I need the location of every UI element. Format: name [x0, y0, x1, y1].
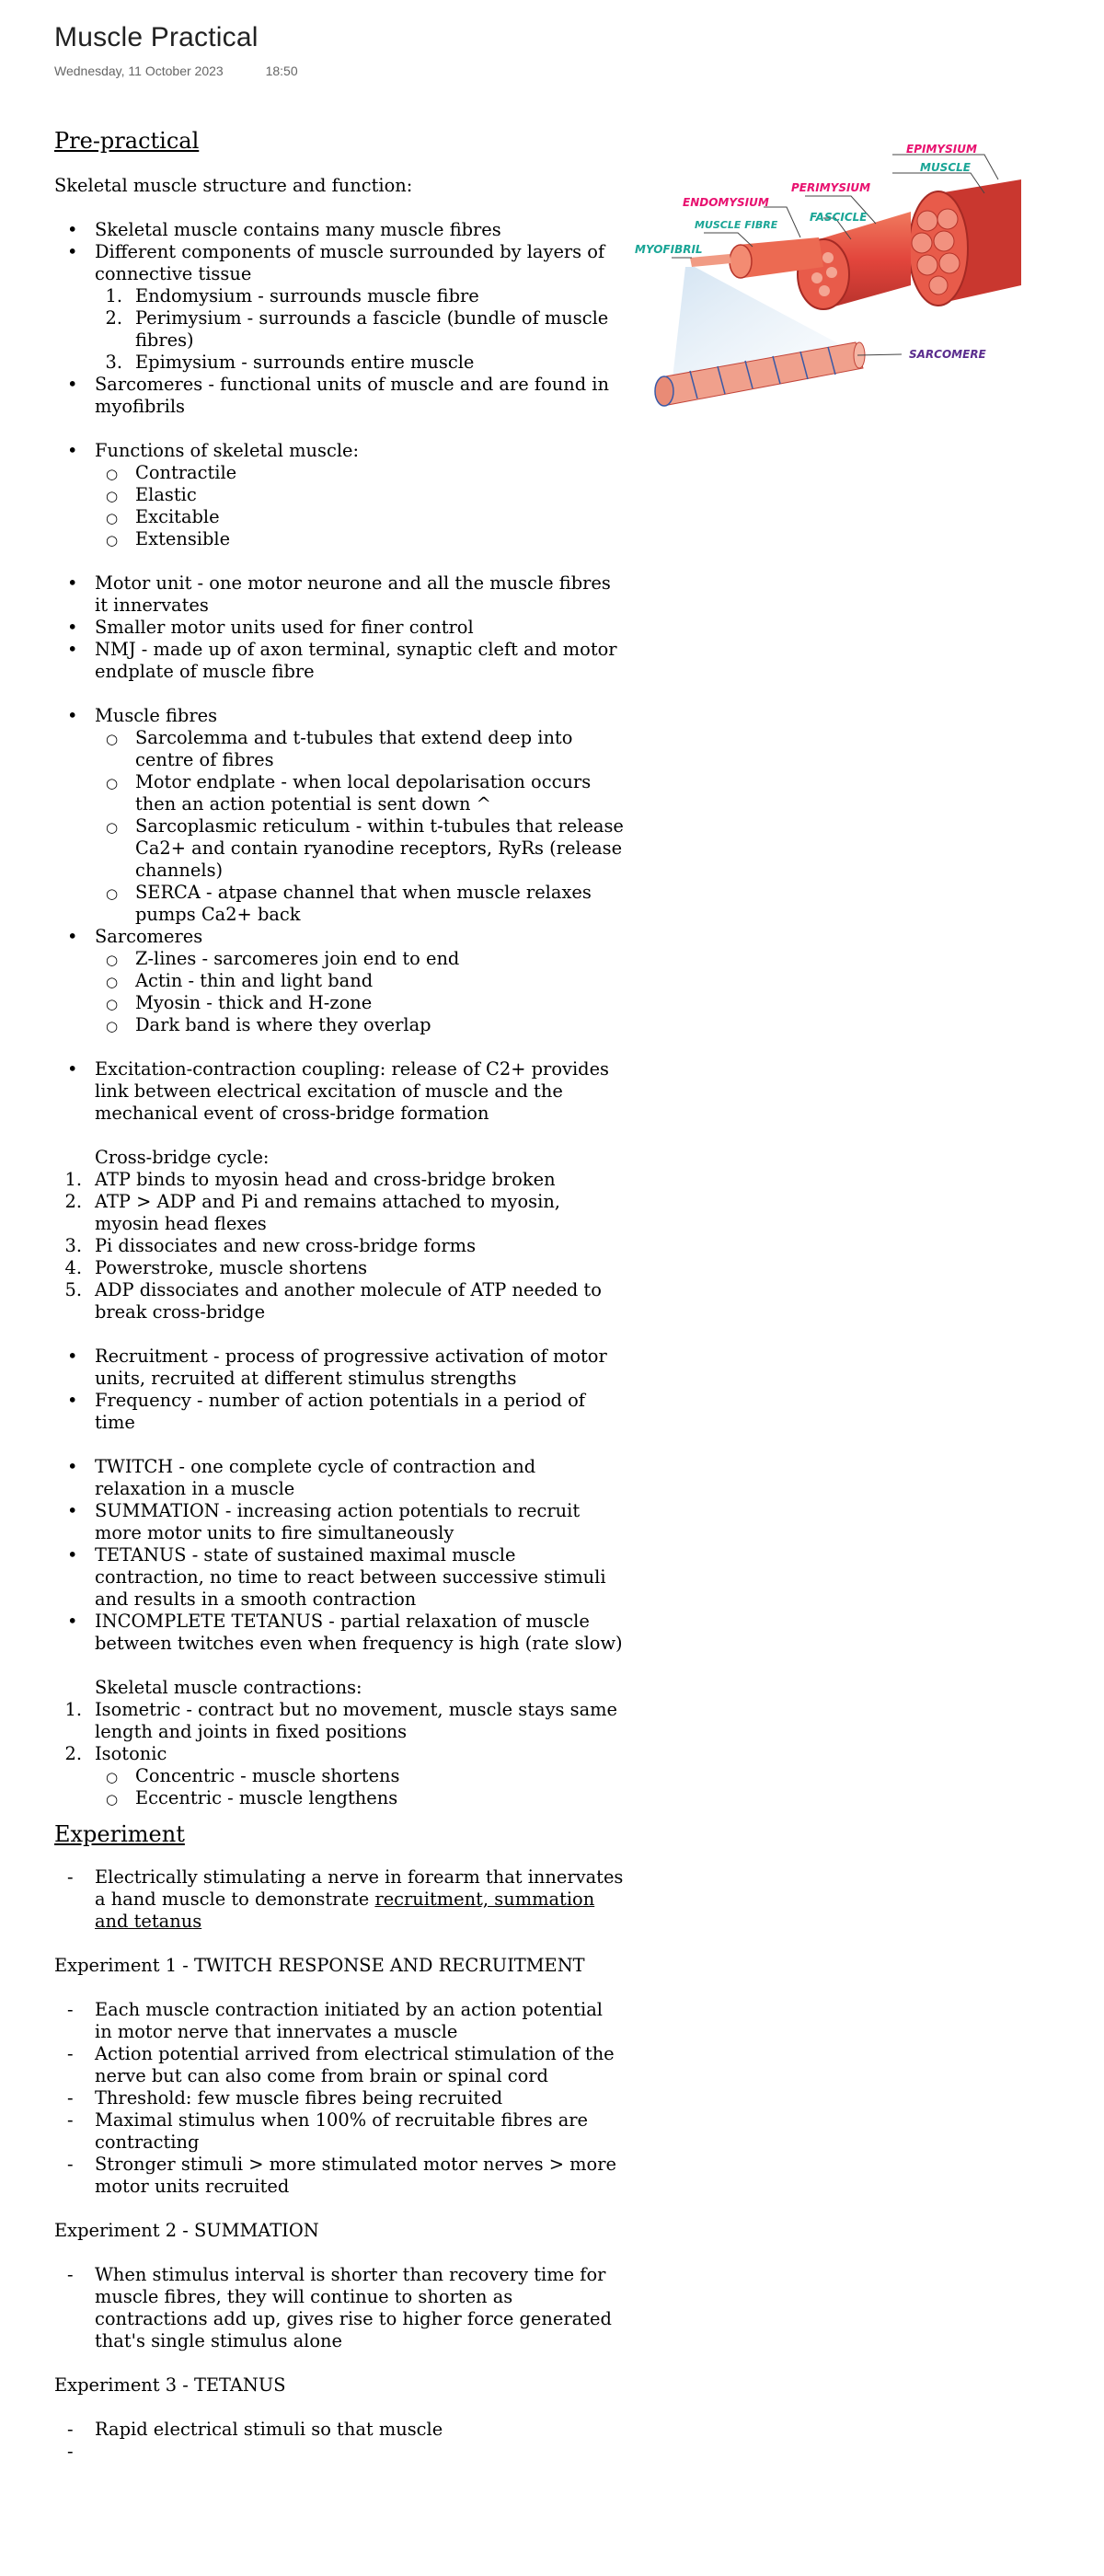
list-item: ○ Excitable [135, 506, 625, 528]
list-item: • Muscle fibres ○ Sarcolemma and t-tubules that extend deep into centre of fibres ○ Motor endplate - when local depolarisation occurs then an action potential is sent down ^ ○ Sarcoplasmic reticulum - within t-tubules that release Ca2+ and contain ryanodine receptors, RyRs (release channels) ○ SERCA - atpase channel that when muscle relaxes pumps Ca2+ back [95, 705, 625, 926]
label-fascicle: FASCICLE [810, 211, 868, 224]
list-item: • Different components of muscle surrounded by layers of connective tissue 1. Endomysium - surrounds muscle fibre 2. Perimysium - surrounds a fascicle (bundle of muscle fibres) 3. Epimysium - surrounds entire muscle [95, 241, 625, 374]
contractions-heading: Skeletal muscle contractions: [95, 1677, 362, 1698]
list-item: • SUMMATION - increasing action potentials to recruit more motor units to fire simultaneously [95, 1500, 625, 1544]
list-item: 1. ATP binds to myosin head and cross-bridge broken [64, 1169, 556, 1190]
list-item: ○ Dark band is where they overlap [135, 1014, 625, 1036]
contractions-list [54, 1699, 625, 1809]
list-item: 5. ADP dissociates and another molecule of ATP needed to break cross-bridge [64, 1279, 602, 1323]
layers-list [95, 285, 625, 374]
list-item: - Threshold: few muscle fibres being recruited [95, 2087, 625, 2109]
list-item: - Electrically stimulating a nerve in forearm that innervates a hand muscle to demonstrate recruitment, summation and tetanus [95, 1866, 625, 1933]
exp3-list [54, 2419, 625, 2463]
fibres-list [54, 705, 625, 1036]
label-perimysium: PERIMYSIUM [791, 181, 871, 194]
list-item: - Action potential arrived from electrical stimulation of the nerve but can also come from brain or spinal cord [95, 2043, 625, 2087]
list-item: • Sarcomeres - functional units of muscle and are found in myofibrils [95, 374, 625, 418]
note-body [54, 127, 625, 2463]
exp1-title: Experiment 1 - TWITCH RESPONSE AND RECRUITMENT [54, 1955, 585, 1976]
structure-heading: Skeletal muscle structure and function: [54, 175, 413, 196]
muscle-structure-diagram [635, 129, 1021, 442]
crossbridge-heading: Cross-bridge cycle: [95, 1147, 270, 1168]
list-item: 1. Endomysium - surrounds muscle fibre [105, 285, 479, 306]
list-item: 2. ATP > ADP and Pi and remains attached to myosin, myosin head flexes [64, 1191, 560, 1234]
list-item: 2. Perimysium - surrounds a fascicle (bundle of muscle fibres) [105, 307, 609, 351]
list-item: • Recruitment - process of progressive activation of motor units, recruited at different stimulus strengths [95, 1346, 625, 1390]
list-item: ○ Z-lines - sarcomeres join end to end [135, 948, 625, 970]
label-sarcomere: SARCOMERE [909, 348, 986, 361]
list-item: • Excitation-contraction coupling: release of C2+ provides link between electrical excitation of muscle and the mechanical event of cross-bridge formation [95, 1058, 625, 1125]
list-item: ○ Sarcolemma and t-tubules that extend deep into centre of fibres [135, 727, 625, 771]
list-item: 3. Pi dissociates and new cross-bridge forms [64, 1235, 477, 1256]
excitation-list [54, 1058, 625, 1125]
section-heading-experiment: Experiment [54, 1821, 185, 1847]
page-title: Muscle Practical [54, 22, 259, 52]
list-item: • TWITCH - one complete cycle of contraction and relaxation in a muscle [95, 1456, 625, 1500]
crossbridge-list [54, 1169, 625, 1323]
list-item: ○ Sarcoplasmic reticulum - within t-tubules that release Ca2+ and contain ryanodine receptors, RyRs (release channels) [135, 815, 625, 882]
list-item: 2. Isotonic ○ Concentric - muscle shortens ○ Eccentric - muscle lengthens [95, 1743, 625, 1809]
page-time: 18:50 [265, 64, 298, 78]
page-date: Wednesday, 11 October 2023 [54, 64, 224, 78]
exp2-list [54, 2264, 625, 2352]
list-item: ○ Elastic [135, 484, 625, 506]
list-item: ○ Eccentric - muscle lengthens [135, 1787, 625, 1809]
list-item: - Stronger stimuli > more stimulated motor nerves > more motor units recruited [95, 2154, 625, 2198]
page-meta [54, 64, 337, 78]
list-item: 4. Powerstroke, muscle shortens [64, 1257, 368, 1278]
experiment-intro-list [54, 1866, 625, 1933]
list-item [95, 2441, 625, 2463]
label-endomysium: ENDOMYSIUM [683, 196, 769, 209]
muscle-illustration [909, 179, 1021, 306]
exp3-title: Experiment 3 - TETANUS [54, 2374, 286, 2396]
list-item: • INCOMPLETE TETANUS - partial relaxation of muscle between twitches even when frequency is high (rate slow) [95, 1611, 625, 1655]
recruitment-list [54, 1346, 625, 1434]
list-item: 3. Epimysium - surrounds entire muscle [105, 352, 475, 373]
label-epimysium: EPIMYSIUM [906, 143, 977, 156]
label-muscle-fibre: MUSCLE FIBRE [695, 219, 778, 231]
list-item: 1. Isometric - contract but no movement, muscle stays same length and joints in fixed positions [64, 1699, 618, 1742]
section-heading-pre-practical: Pre-practical [54, 128, 200, 154]
structure-list [54, 219, 625, 418]
list-item: • Skeletal muscle contains many muscle fibres [95, 219, 625, 241]
list-item: - Rapid electrical stimuli so that muscle [95, 2419, 625, 2441]
list-item: • Smaller motor units used for finer control [95, 617, 625, 639]
list-item: - When stimulus interval is shorter than recovery time for muscle fibres, they will continue to shorten as contractions add up, gives rise to higher force generated that's single stimulus alone [95, 2264, 625, 2352]
label-myofibril: MYOFIBRIL [635, 243, 703, 256]
list-item: ○ Contractile [135, 462, 625, 484]
twitch-list [54, 1456, 625, 1655]
list-item: • Sarcomeres ○ Z-lines - sarcomeres join end to end ○ Actin - thin and light band ○ Myosin - thick and H-zone ○ Dark band is where they overlap [95, 926, 625, 1036]
list-item: ○ Actin - thin and light band [135, 970, 625, 992]
list-item: • Frequency - number of action potentials in a period of time [95, 1390, 625, 1434]
list-item: - Each muscle contraction initiated by an action potential in motor nerve that innervates a muscle [95, 1999, 625, 2043]
list-item: • NMJ - made up of axon terminal, synaptic cleft and motor endplate of muscle fibre [95, 639, 625, 683]
exp2-title: Experiment 2 - SUMMATION [54, 2220, 319, 2241]
list-item: ○ SERCA - atpase channel that when muscle relaxes pumps Ca2+ back [135, 882, 625, 926]
label-muscle: MUSCLE [920, 161, 971, 174]
functions-list [54, 440, 625, 550]
list-item: • Functions of skeletal muscle: ○ Contractile ○ Elastic ○ Excitable ○ Extensible [95, 440, 625, 550]
list-item: ○ Extensible [135, 528, 625, 550]
list-item: ○ Concentric - muscle shortens [135, 1765, 625, 1787]
list-item: ○ Motor endplate - when local depolarisation occurs then an action potential is sent down ^ [135, 771, 625, 815]
exp1-list [54, 1999, 625, 2198]
list-item: • Motor unit - one motor neurone and all the muscle fibres it innervates [95, 572, 625, 617]
motor-unit-list [54, 572, 625, 683]
list-item: • TETANUS - state of sustained maximal muscle contraction, no time to react between successive stimuli and results in a smooth contraction [95, 1544, 625, 1611]
list-item: ○ Myosin - thick and H-zone [135, 992, 625, 1014]
list-item: - Maximal stimulus when 100% of recruitable fibres are contracting [95, 2109, 625, 2154]
